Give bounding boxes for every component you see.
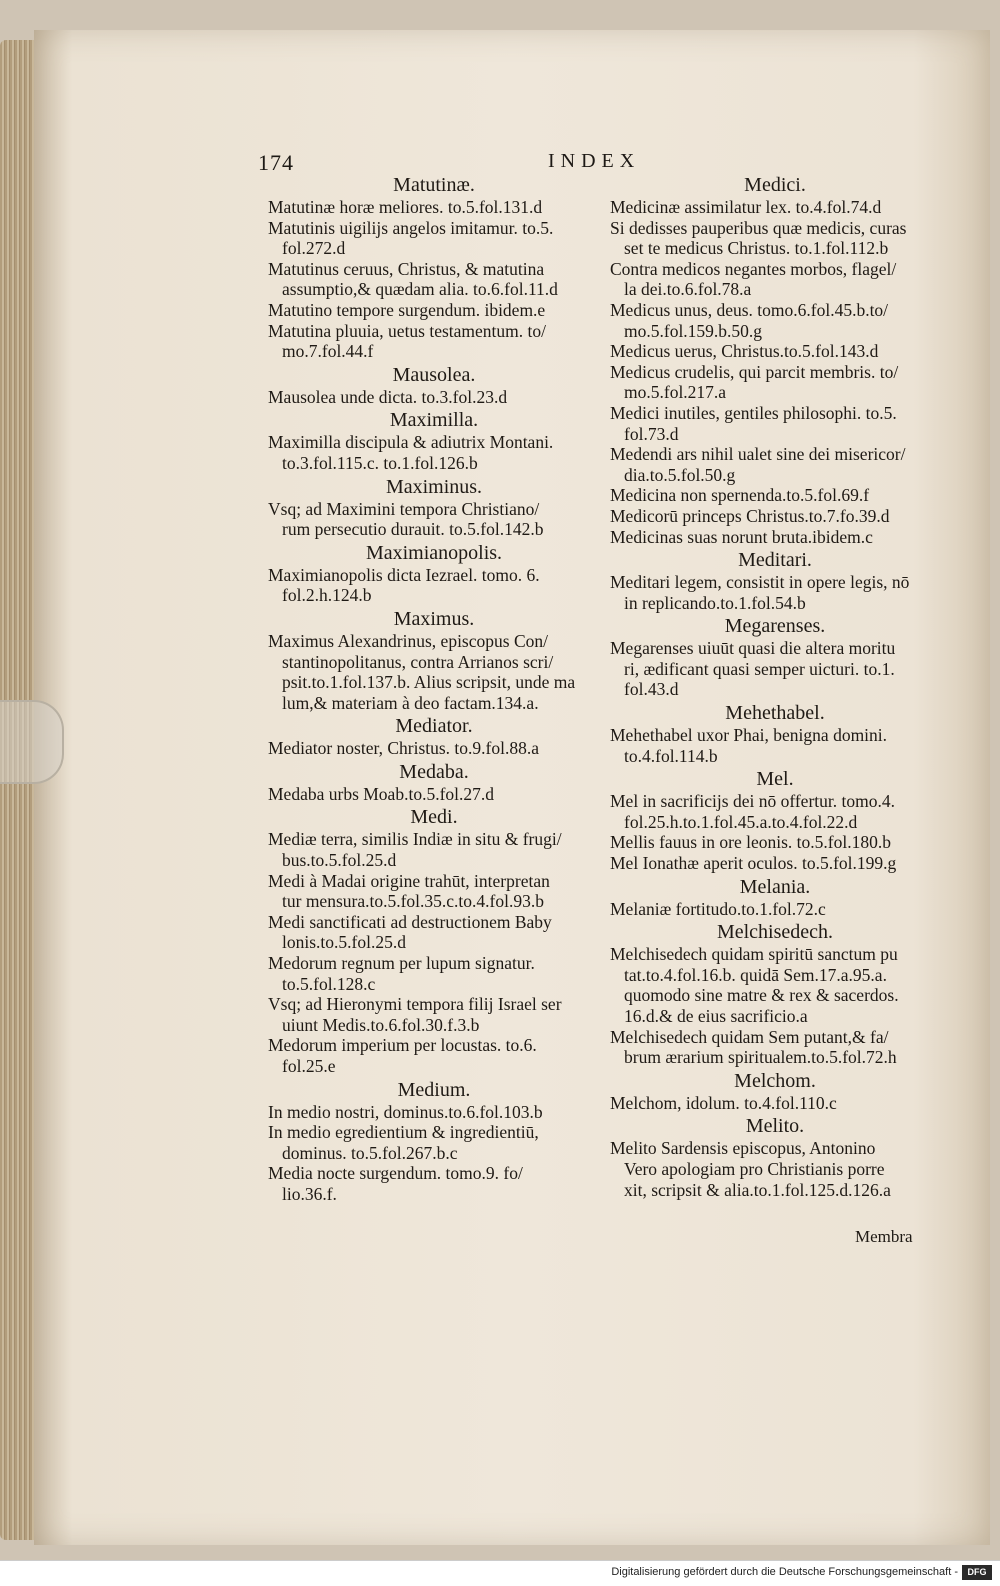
page-number: 174 [258,150,294,175]
index-entry [610,572,940,613]
index-column-right [610,172,940,1200]
index-entry-line: Mediator noster, Christus. to.9.fol.88.a [268,738,540,759]
index-entry-line: Medici inutiles, gentiles philosophi. to.5. [610,402,897,423]
index-entry-line: lio.36.f. [282,1183,337,1204]
index-heading: Maximus. [393,607,475,630]
index-entry [610,1093,940,1114]
index-heading: Medaba. [399,760,469,783]
index-entry-line: 16.d.& de eius sacrificio.a [624,1006,808,1026]
index-entry-line: Mel Ionathæ aperit oculos. to.5.fol.199.g [610,853,897,874]
index-entry-line: Maximianopolis dicta Iezrael. tomo. 6. [268,564,540,585]
index-entry-line: tur mensura.to.5.fol.35.c.to.4.fol.93.b [282,891,544,912]
index-entry-line: Meditari legem, consistit in opere legis, nō [610,572,910,593]
index-entry [610,944,940,1026]
index-entry-line: fol.73.d [624,423,679,444]
index-entry-line: Mausolea unde dicta. to.3.fol.23.d [268,386,508,407]
index-heading: Matutinæ. [393,174,475,196]
index-entry [268,738,600,759]
index-entry [268,259,600,300]
index-entry-line: mo.5.fol.217.a [624,382,727,403]
index-entry-line: Medaba urbs Moab.to.5.fol.27.d [268,783,495,804]
index-entry-line: Melchisedech quidam Sem putant,& fa/ [610,1026,889,1047]
index-entry-line: fol.25.e [282,1056,336,1076]
index-entry [610,444,940,485]
index-entry [268,1163,600,1204]
index-entry-line: Medicinas suas norunt bruta.ibidem.c [610,526,873,547]
index-entry-line: to.3.fol.115.c. to.1.fol.126.b [282,452,478,473]
index-heading: Maximilla. [389,409,479,432]
index-entry [610,638,940,700]
index-entry [268,321,600,362]
index-entry-line: Medicina non spernenda.to.5.fol.69.f [610,485,870,506]
index-entry-line: Medicinæ assimilatur lex. to.4.fol.74.d [610,197,882,217]
index-column-left [268,172,600,1205]
index-entry [610,218,940,259]
index-entry-line: Melchom, idolum. to.4.fol.110.c [610,1092,837,1113]
index-entry [268,432,600,473]
index-entry [610,527,940,548]
index-entry-line: Medendi ars nihil ualet sine dei misericor/ [610,444,906,465]
index-heading: Mausolea. [392,363,476,386]
index-entry [268,871,600,912]
index-entry-line: mo.5.fol.159.b.50.g [624,320,763,341]
index-entry-line: Melito Sardensis episcopus, Antonino [610,1138,876,1159]
index-entry [610,197,940,218]
index-entry-line: tat.to.4.fol.16.b. quidā Sem.17.a.95.a. [624,964,887,985]
index-entry-line: stantinopolitanus, contra Arrianos scri/ [282,651,554,672]
index-entry [610,853,940,874]
index-entry [610,259,940,300]
index-entry [268,631,600,713]
index-entry-line: Matutinis uigilijs angelos imitamur. to.5. [268,217,554,238]
index-entry [268,1102,600,1123]
index-entry-line: Matutinæ horæ meliores. to.5.fol.131.d [268,197,543,217]
index-entry-line: Medicus unus, deus. tomo.6.fol.45.b.to/ [610,299,889,320]
index-entry-line: bus.to.5.fol.25.d [282,850,397,871]
index-heading: Melchom. [734,1069,816,1092]
index-entry-line: in replicando.to.1.fol.54.b [624,592,806,613]
index-heading: Maximinus. [385,475,483,498]
bookmark-strip [0,700,64,784]
index-entry-line: Medicus uerus, Christus.to.5.fol.143.d [610,341,879,362]
index-entry-line: fol.2.h.124.b [282,585,372,606]
index-entry-line: Medicus crudelis, qui parcit membris. to/ [610,361,899,382]
index-heading: Maximianopolis. [365,541,503,564]
index-entry-line: Mel in sacrificijs dei nō offertur. tomo.4. [610,791,895,812]
index-heading: Medici. [744,174,806,196]
index-entry-line: Maximus Alexandrinus, episcopus Con/ [268,630,548,651]
index-entry [610,341,940,362]
index-entry-line: Media nocte surgendum. tomo.9. fo/ [268,1163,523,1184]
index-entry-line: Medi à Madai origine trahūt, interpretan [268,870,550,891]
index-entry-line: Medi sanctificati ad destructionem Baby [268,911,552,932]
index-entry [610,832,940,853]
index-entry-line: set te medicus Christus. to.1.fol.112.b [624,238,889,259]
index-entry [610,899,940,920]
index-entry-line: assumptio,& quædam alia. to.6.fol.11.d [282,279,558,300]
index-entry-line: Matutino tempore surgendum. ibidem.e [268,299,546,320]
index-entry-line: Si dedisses pauperibus quæ medicis, curas [610,217,907,238]
index-entry-line: dia.to.5.fol.50.g [624,464,736,485]
index-heading: Mehethabel. [725,702,825,725]
index-heading: Medium. [397,1078,471,1101]
index-entry [268,197,600,218]
index-entry [610,300,940,341]
index-entry [268,953,600,994]
index-entry-line: Matutinus ceruus, Christus, & matutina [268,258,545,279]
index-entry [610,791,940,832]
index-entry-line: In medio egredientium & ingredientiū, [268,1122,539,1143]
dfg-logo: DFG [962,1565,992,1580]
index-entry [610,403,940,444]
index-entry [268,387,600,408]
index-entry-line: ri, ædificant quasi semper uicturi. to.1. [624,658,895,679]
index-entry-line: to.5.fol.128.c [282,973,376,994]
index-entry-line: Medorum regnum per lupum signatur. [268,953,535,974]
index-entry-line: lum,& materiam à deo factam.134.a. [282,692,539,713]
index-entry [268,912,600,953]
index-heading: Mel. [756,768,794,791]
index-entry-line: fol.272.d [282,238,346,259]
index-entry [610,725,940,766]
footer-credit: Digitalisierung gefördert durch die Deutsche Forschungsgemeinschaft - [611,1566,958,1578]
catchword: Membra [855,1227,913,1246]
index-entry-line: In medio nostri, dominus.to.6.fol.103.b [268,1101,543,1122]
index-entry-line: to.4.fol.114.b [624,745,718,766]
index-entry-line: uiunt Medis.to.6.fol.30.f.3.b [282,1014,480,1035]
index-entry [268,1122,600,1163]
index-entry [268,829,600,870]
index-entry-line: Vero apologiam pro Christianis porre [624,1158,885,1179]
running-title: INDEX [548,150,641,172]
index-entry [610,362,940,403]
index-heading: Medi. [410,806,458,829]
index-entry-line: Mehethabel uxor Phai, benigna domini. [610,725,888,746]
index-heading: Melania. [739,875,811,898]
index-entry-line: quomodo sine matre & rex & sacerdos. [624,985,899,1006]
index-entry-line: xit, scripsit & alia.to.1.fol.125.d.126.a [624,1179,891,1200]
index-entry [610,506,940,527]
index-entry [610,1138,940,1200]
index-entry-line: Matutina pluuia, uetus testamentum. to/ [268,320,547,341]
index-entry-line: Melchisedech quidam spiritū sanctum pu [610,944,898,965]
index-heading: Meditari. [738,549,812,572]
index-entry-line: la dei.to.6.fol.78.a [624,279,752,300]
index-entry-line: fol.25.h.to.1.fol.45.a.to.4.fol.22.d [624,811,858,832]
index-entry [268,784,600,805]
index-entry-line: Contra medicos negantes morbos, flagel/ [610,258,897,279]
index-entry-line: lonis.to.5.fol.25.d [282,932,406,953]
index-entry-line: dominus. to.5.fol.267.b.c [282,1142,458,1163]
index-entry-line: rum persecutio durauit. to.5.fol.142.b [282,519,544,540]
index-entry [610,485,940,506]
index-entry-line: fol.43.d [624,679,679,700]
index-entry-line: Medicorū princeps Christus.to.7.fo.39.d [610,505,890,526]
index-heading: Melchisedech. [716,921,834,944]
index-entry-line: Vsq; ad Maximini tempora Christiano/ [268,498,540,519]
index-entry-line: Vsq; ad Hieronymi tempora filij Israel ser [268,994,562,1015]
index-entry [268,1035,600,1076]
index-heading: Mediator. [395,715,473,738]
index-entry-line: Megarenses uiuūt quasi die altera moritu [610,638,896,659]
index-entry-line: Medorum imperium per locustas. to.6. [268,1035,537,1056]
index-entry [610,1027,940,1068]
digitization-footer [0,1560,1000,1586]
index-entry [268,499,600,540]
index-entry-line: Maximilla discipula & adiutrix Montani. [268,432,554,453]
index-heading: Megarenses. [724,615,826,638]
index-entry [268,218,600,259]
index-entry [268,994,600,1035]
index-entry [268,565,600,606]
index-entry [268,300,600,321]
index-entry-line: Melaniæ fortitudo.to.1.fol.72.c [610,898,826,919]
index-entry-line: brum ærarium spiritualem.to.5.fol.72.h [624,1047,897,1068]
index-entry-line: psit.to.1.fol.137.b. Alius scripsit, unde ma [282,672,576,693]
index-entry-line: Mediæ terra, similis Indiæ in situ & frugi/ [268,829,562,850]
index-entry-line: mo.7.fol.44.f [282,341,374,362]
index-entry-line: Mellis fauus in ore leonis. to.5.fol.180.b [610,832,891,853]
index-heading: Melito. [745,1115,805,1138]
